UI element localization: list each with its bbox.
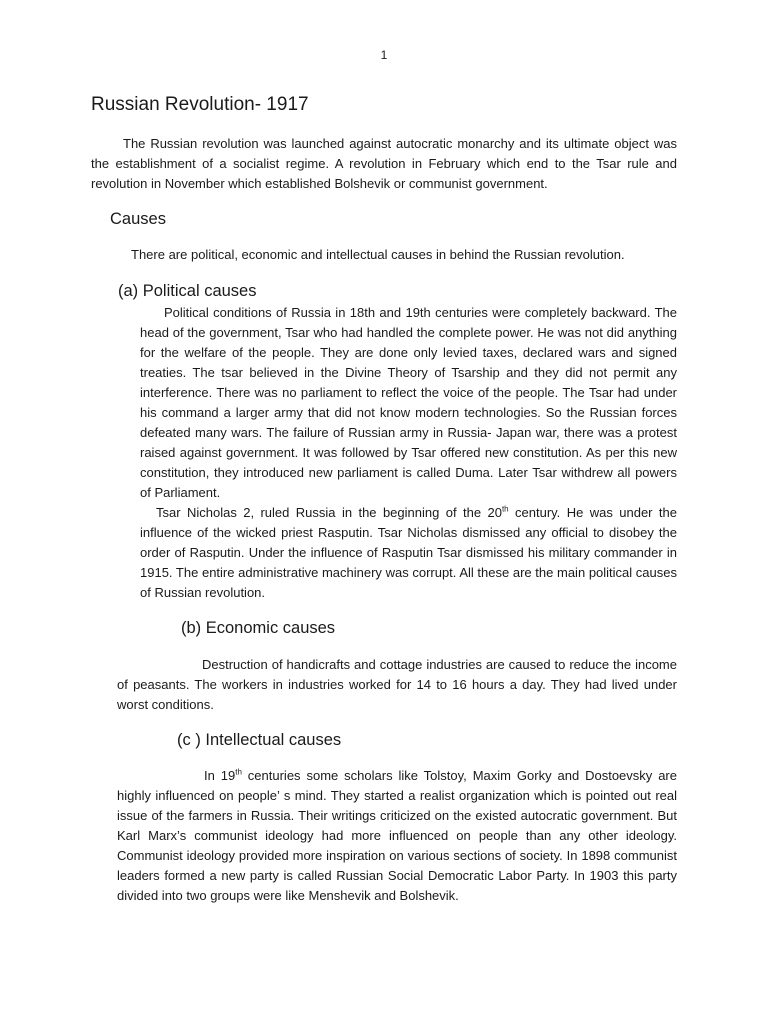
- page-title: Russian Revolution- 1917: [91, 94, 309, 115]
- political-paragraph-1: Political conditions of Russia in 18th and 19th centuries were completely backward. The head of the government, Tsar who had handled the complete power. He was not did anything for the welfare of the people. They are done only levied taxes, declared wars and signed treaties. The tsar believed in the Divine Theory of Tsarship and they did not permit any interference. There was no parliament to reflect the voice of the people. The Tsar had under his command a larger army that did not know modern technologies. So the Russian forces defeated many wars. The failure of Russian army in Russia- Japan war, there was a protest raised against government. It was followed by Tsar offered new constitution. As per this new constitution, they introduced new parliament is called Duma. Later Tsar withdrew all powers of Parliament.: [140, 305, 677, 500]
- causes-paragraph: There are political, economic and intellectual causes in behind the Russian revolution.: [131, 247, 625, 262]
- intellectual-paragraph: [117, 766, 677, 906]
- political-paragraph-2: [140, 503, 677, 603]
- political-paragraph-2-end: century. He was under the influence of the wicked priest Rasputin. Tsar Nicholas dismissed any official to disobey the order of Rasputin. Under the influence of Rasputin Tsar dismissed his military commander in 1915. The entire administrative machinery was corrupt. All these are the main political causes of Russian revolution.: [140, 505, 677, 600]
- causes-heading: Causes: [110, 210, 166, 228]
- intro-paragraph: The Russian revolution was launched against autocratic monarchy and its ultimate object was the establishment of a socialist regime. A revolution in February which end to the Tsar rule and revolution in November which established Bolshevik or communist government.: [91, 136, 677, 191]
- intellectual-causes-heading: (c ) Intellectual causes: [177, 731, 342, 749]
- political-paragraph-2-start: Tsar Nicholas 2, ruled Russia in the beginning of the 20: [156, 505, 502, 520]
- superscript-th: th: [501, 504, 509, 514]
- intellectual-paragraph-end: centuries some scholars like Tolstoy, Maxim Gorky and Dostoevsky are highly influenced on people’ s mind. They started a realist organization which is pointed out real issue of the farmers in Russia. Their writings criticized on the existed autocratic government. But Karl Marx’s communist ideology had more influenced on people than any other ideology. Communist ideology provided more inspiration on various sections of society. In 1898 communist leaders formed a new party is called Russian Social Democratic Labor Party. In 1903 this party divided into two groups were like Menshevik and Bolshevik.: [117, 768, 677, 903]
- intellectual-paragraph-start: In 19: [204, 768, 236, 783]
- political-causes-heading: (a) Political causes: [118, 282, 257, 300]
- page-number: 1: [380, 48, 388, 62]
- superscript-th: th: [235, 767, 242, 777]
- economic-paragraph: Destruction of handicrafts and cottage industries are caused to reduce the income of peasants. The workers in industries worked for 14 to 16 hours a day. They had lived under worst conditions.: [117, 657, 677, 712]
- economic-causes-heading: (b) Economic causes: [181, 619, 336, 637]
